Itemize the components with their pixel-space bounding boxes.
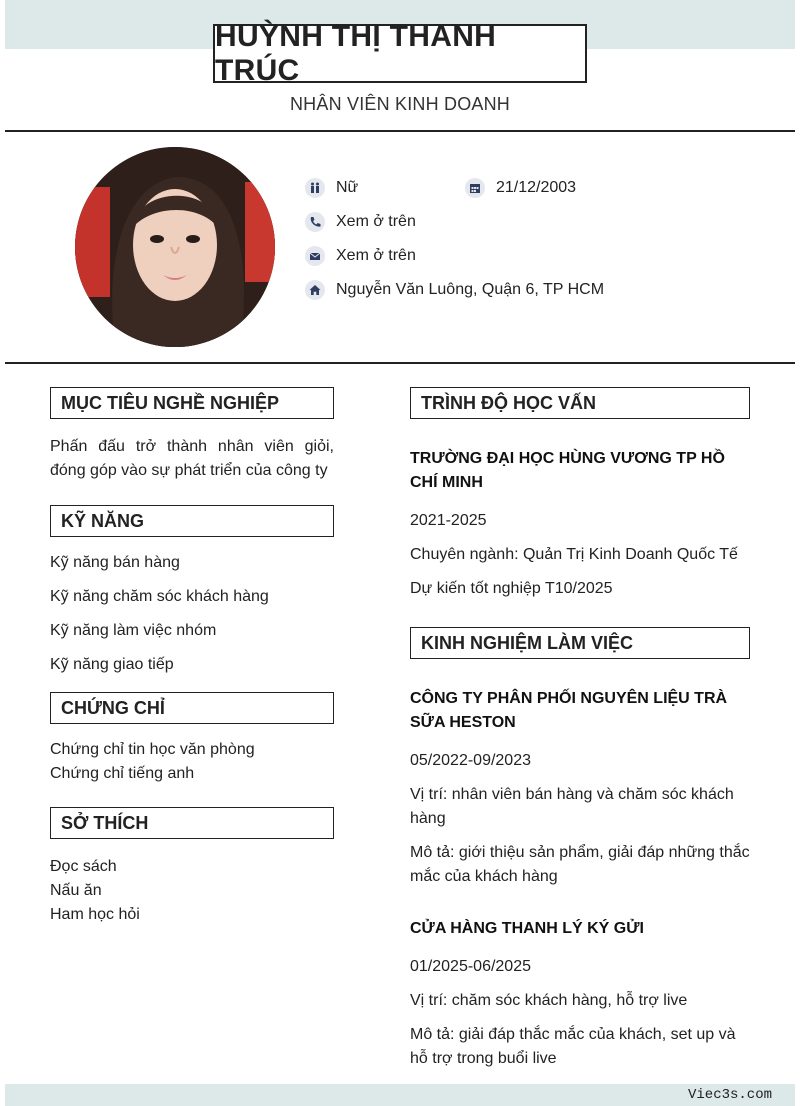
experience-entry [410,917,750,1071]
envelope-icon [305,246,325,266]
objective-text: Phấn đấu trở thành nhân viên giỏi, đóng góp vào sự phát triển của công ty [50,438,334,479]
company-name: CÔNG TY PHÂN PHỐI NGUYÊN LIỆU TRÀ SỮA HESTON [410,690,728,731]
address-value: Nguyễn Văn Luông, Quận 6, TP HCM [336,281,605,298]
contact-row-address [305,278,775,302]
job-period: 05/2022-09/2023 [410,752,531,769]
skills-heading: KỸ NĂNG [50,505,334,537]
education-major: Chuyên ngành: Quản Trị Kinh Doanh Quốc Tế [410,546,738,563]
education-heading: TRÌNH ĐỘ HỌC VẤN [410,387,750,419]
contact-row-phone [305,210,775,234]
education-graduation: Dự kiến tốt nghiệp T10/2025 [410,580,613,597]
certificates-heading: CHỨNG CHỈ [50,692,334,724]
experience-entry [410,687,750,889]
school-name: TRƯỜNG ĐẠI HỌC HÙNG VƯƠNG TP HỒ CHÍ MINH [410,450,725,491]
education-period: 2021-2025 [410,512,487,529]
job-position: Vị trí: chăm sóc khách hàng, hỗ trợ live [410,992,688,1009]
candidate-name: HUỲNH THỊ THANH TRÚC [213,24,587,83]
gender-value: Nữ [336,179,359,196]
hobby-item: Ham học hỏi [50,906,140,923]
calendar-icon [465,178,485,198]
skill-item: Kỹ năng giao tiếp [50,656,174,673]
phone-value: Xem ở trên [336,213,416,230]
email-value: Xem ở trên [336,247,416,264]
profile-photo [75,147,275,347]
certificate-item: Chứng chỉ tiếng anh [50,765,195,782]
left-column [50,387,334,927]
home-icon [305,280,325,300]
divider-middle [5,362,795,364]
experience-heading: KINH NGHIỆM LÀM VIỆC [410,627,750,659]
job-position: Vị trí: nhân viên bán hàng và chăm sóc khách hàng [410,786,734,827]
certificates-list [50,738,334,786]
gender-icon [305,178,325,198]
hobbies-list [50,855,334,927]
birthdate-value: 21/12/2003 [496,179,577,196]
right-column [410,387,750,1071]
footer-band [5,1084,795,1106]
job-description: Mô tả: giải đáp thắc mắc của khách, set up và hỗ trợ trong buổi live [410,1026,736,1067]
phone-icon [305,212,325,232]
company-name: CỬA HÀNG THANH LÝ KÝ GỬI [410,920,644,937]
divider-top [5,130,795,132]
objective-heading: MỤC TIÊU NGHỀ NGHIỆP [50,387,334,419]
skills-list [50,551,334,677]
job-title: NHÂN VIÊN KINH DOANH [289,94,511,114]
skill-item: Kỹ năng làm việc nhóm [50,622,217,639]
skill-item: Kỹ năng chăm sóc khách hàng [50,588,269,605]
hobby-item: Đọc sách [50,858,117,875]
hobby-item: Nấu ăn [50,882,102,899]
job-description: Mô tả: giới thiệu sản phẩm, giải đáp những thắc mắc của khách hàng [410,844,750,885]
footer-brand: Viec3s.com [687,1087,772,1103]
skill-item: Kỹ năng bán hàng [50,554,180,571]
job-period: 01/2025-06/2025 [410,958,531,975]
contact-row-email [305,244,775,268]
contact-info [305,176,775,302]
contact-row-gender-birthdate [305,176,775,200]
hobbies-heading: SỞ THÍCH [50,807,334,839]
certificate-item: Chứng chỉ tin học văn phòng [50,741,255,758]
